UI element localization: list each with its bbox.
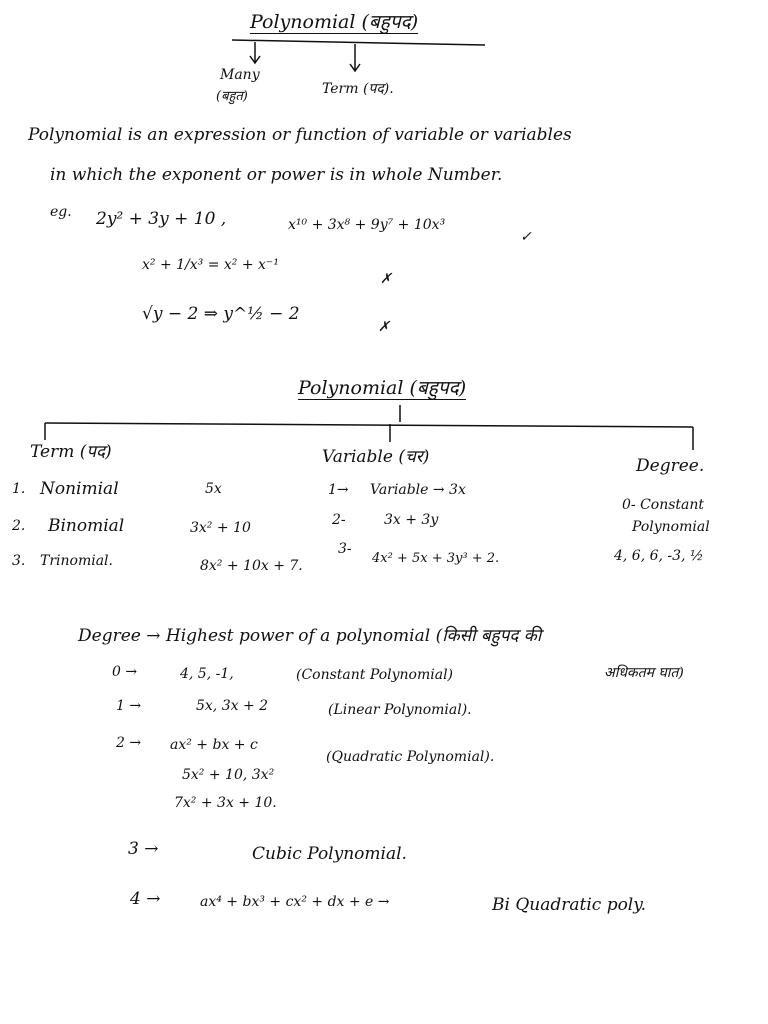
variable-2-num: 2-: [332, 512, 346, 528]
degree-2-examples: ax² + bx + c: [170, 737, 258, 753]
degree-3-label: 3 →: [128, 839, 159, 859]
degree-line-2: Polynomial: [632, 519, 710, 535]
term-2-name: Binomial: [48, 516, 125, 536]
degree-3-type: Cubic Polynomial.: [252, 844, 407, 864]
variable-3-text: 4x² + 5x + 3y³ + 2.: [372, 551, 500, 566]
cross-icon-1: ✗: [380, 271, 392, 287]
term-1-example: 5x: [205, 481, 222, 497]
example-2: x¹⁰ + 3x⁸ + 9y⁷ + 10x³: [288, 217, 446, 233]
degree-line-3: 4, 6, 6, -3, ½: [614, 548, 704, 564]
many-label: Many: [220, 67, 260, 83]
degree-2-label: 2 →: [116, 735, 142, 751]
degree-2-type: (Quadratic Polynomial).: [326, 749, 495, 765]
term-1-num: 1.: [12, 481, 26, 497]
term-heading: Term (पद): [30, 442, 112, 462]
degree-heading: Degree.: [636, 456, 705, 476]
term-label: Term (पद).: [322, 81, 394, 97]
degree-hindi-continuation: अधिकतम घात): [604, 665, 684, 681]
variable-1-num: 1→: [328, 482, 349, 498]
many-hindi: (बहुत): [216, 89, 248, 104]
variable-3-num: 3-: [338, 541, 352, 557]
eg-label: eg.: [50, 204, 72, 220]
quadratic-example-2: 5x² + 10, 3x²: [182, 767, 275, 783]
variable-heading: Variable (चर): [322, 447, 430, 467]
degree-4-examples: ax⁴ + bx³ + cx² + dx + e →: [200, 894, 390, 910]
classification-title: Polynomial (बहुपद): [298, 377, 467, 399]
term-3-name: Trinomial.: [40, 553, 113, 569]
definition-line-2: in which the exponent or power is in whole Number.: [50, 165, 503, 185]
non-example-1: x² + 1/x³ = x² + x⁻¹: [142, 257, 279, 273]
cross-icon-2: ✗: [378, 319, 390, 335]
header-title: Polynomial (बहुपद): [250, 11, 419, 33]
term-2-example: 3x² + 10: [190, 520, 251, 536]
degree-definition: Degree → Highest power of a polynomial (किसी बहुपद की: [78, 626, 542, 646]
degree-1-examples: 5x, 3x + 2: [196, 698, 269, 714]
example-1: 2y² + 3y + 10 ,: [96, 209, 227, 229]
degree-1-label: 1 →: [116, 698, 142, 714]
degree-0-label: 0 →: [112, 664, 138, 680]
degree-4-label: 4 →: [130, 889, 161, 909]
non-example-2: √y − 2 ⇒ y^½ − 2: [142, 304, 300, 324]
variable-1-text: Variable → 3x: [370, 482, 466, 498]
definition-line-1: Polynomial is an expression or function of variable or variables: [28, 125, 572, 145]
degree-0-type: (Constant Polynomial): [296, 667, 454, 683]
term-3-example: 8x² + 10x + 7.: [200, 558, 303, 574]
degree-1-type: (Linear Polynomial).: [328, 702, 472, 718]
term-3-num: 3.: [12, 553, 26, 569]
quadratic-example-3: 7x² + 3x + 10.: [174, 795, 277, 811]
degree-4-type: Bi Quadratic poly.: [492, 895, 646, 915]
term-1-name: Nonimial: [40, 479, 119, 499]
tick-icon: ✓: [520, 229, 532, 245]
degree-line-1: 0- Constant: [622, 497, 705, 513]
term-2-num: 2.: [12, 518, 26, 534]
variable-2-text: 3x + 3y: [384, 512, 439, 528]
degree-0-examples: 4, 5, -1,: [180, 666, 234, 682]
